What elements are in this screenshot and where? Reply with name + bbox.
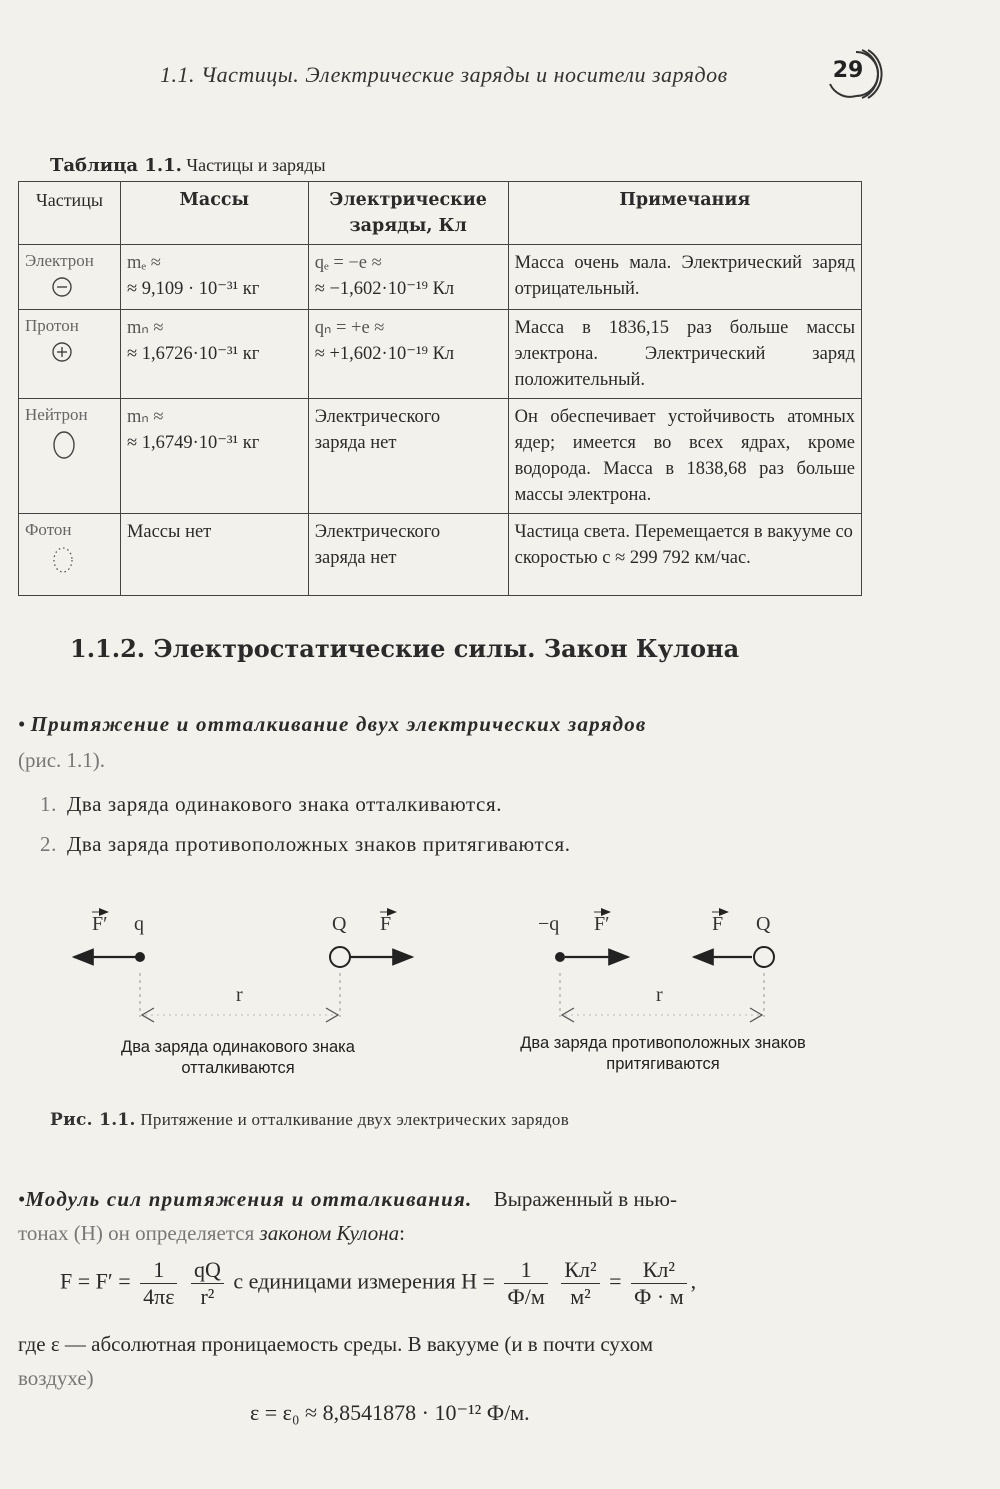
formula-lhs: F = F′ = — [60, 1268, 131, 1294]
page-number: 29 — [832, 58, 864, 83]
particle-name: Фотон — [25, 520, 72, 539]
mass-value: ≈ 9,109 · 10⁻³¹ кг — [126, 279, 260, 299]
list-item — [40, 832, 571, 857]
table-caption — [50, 155, 326, 176]
charge-line: qₑ = −e ≈ — [314, 253, 382, 273]
charge-Q-circle-right — [754, 947, 774, 967]
bullet-title: Притяжение и отталкивание двух электрических зарядов — [30, 712, 647, 736]
force-label-attract-left: F′ — [594, 913, 610, 935]
table-header-row — [19, 182, 862, 245]
charge-q-dot — [135, 952, 145, 962]
units-text: с единицами измерения Н = — [233, 1268, 495, 1294]
list-item — [40, 792, 502, 817]
bullet-force-modulus — [18, 1187, 868, 1212]
header-particles: Частицы — [19, 182, 121, 245]
page-number-badge — [826, 44, 886, 104]
frac-num: 1 — [140, 1257, 177, 1284]
cell-note: Частица света. Перемещается в вакууме со скоростью c ≈ 299 792 км/час. — [508, 514, 861, 596]
cell-particle — [19, 310, 121, 399]
mass-line: mₙ ≈ — [126, 407, 164, 427]
force-label-right: F — [380, 913, 392, 935]
cell-particle — [19, 514, 121, 596]
charge-Q-circle — [330, 947, 350, 967]
charge-line: qₙ = +e ≈ — [314, 318, 385, 338]
fraction-coefficient — [140, 1257, 177, 1310]
frac-den: Ф/м — [507, 1284, 545, 1309]
cell-note: Масса очень мала. Электрический заряд отрицательный. — [508, 245, 861, 310]
bullet-text-line2: тонах (Н) он определяется законом Кулона: — [18, 1221, 405, 1245]
header-charges: Электрические заряды, Кл — [308, 182, 508, 245]
mass-line: mₑ ≈ — [126, 253, 161, 273]
list-number: 2. — [40, 832, 57, 856]
table-row-electron — [19, 245, 862, 310]
charge-value: ≈ −1,602·10⁻¹⁹ Кл — [314, 279, 455, 299]
frac-den: 4πε — [143, 1284, 175, 1309]
cell-charge — [308, 399, 508, 514]
distance-label-right: r — [656, 984, 663, 1006]
cell-mass — [120, 245, 308, 310]
table-row-photon — [19, 514, 862, 596]
frac-den: м² — [570, 1284, 591, 1309]
fraction-unit3 — [631, 1257, 687, 1310]
permittivity-text: где ε — абсолютная проницаемость среды. В вакууме (и в почти сухом — [18, 1332, 654, 1356]
header-masses: Массы — [120, 182, 308, 245]
distance-label-left: r — [236, 984, 243, 1006]
charge-value: заряда нет — [314, 548, 397, 568]
cell-note: Он обеспечивает устойчивость атомных ядер; имеется во всех ядрах, кроме водорода. Масса в 1838,68 раз больше массы электрона. — [508, 399, 861, 514]
bullet-title: Модуль сил притяжения и отталкивания. — [25, 1187, 473, 1211]
photon-symbol-icon — [51, 545, 114, 581]
frac-num: 1 — [504, 1257, 547, 1284]
charge-minus-q-dot — [555, 952, 565, 962]
particle-name: Электрон — [25, 251, 94, 270]
cell-mass — [120, 310, 308, 399]
cell-mass — [120, 399, 308, 514]
list-text: Два заряда одинакового знака отталкиваются. — [66, 792, 503, 816]
charge-label-Q-right: Q — [756, 913, 771, 935]
table-caption-text: Частицы и заряды — [186, 155, 326, 175]
electron-symbol-icon — [51, 276, 114, 304]
section-heading: 1.1.2. Электростатические силы. Закон Кулона — [70, 634, 740, 663]
charge-value: ≈ +1,602·10⁻¹⁹ Кл — [314, 344, 455, 364]
charge-line: Электрического — [314, 407, 441, 427]
bullet-attraction-repulsion — [18, 712, 646, 737]
header-notes: Примечания — [508, 182, 861, 245]
bullet-text: Выраженный в нью- — [493, 1187, 677, 1211]
cell-particle — [19, 399, 121, 514]
figure-reference: (рис. 1.1). — [18, 748, 106, 772]
list-number: 1. — [40, 792, 57, 816]
bullet-text: тонах (Н) он определяется — [18, 1221, 255, 1245]
cell-note: Масса в 1836,15 раз больше массы электрона. Электрический заряд положительный. — [508, 310, 861, 399]
vacuum-permittivity-formula: ε = ε₀ ≈ 8,8541878 · 10⁻¹² Ф/м. — [250, 1400, 530, 1425]
coulomb-formula: F = F′ = $\frac{1}{4\pi\varepsilon}$ $\frac{qQ}{\text{r²}}$ с единицами измерения Н = $\frac{1}{Ф/м}$ $\frac{\text{Кл²}}{\text{м²}}$ = $\frac{\text{Кл²}}{Ф \cdot м}$ , — [60, 1257, 697, 1309]
particle-name: Протон — [25, 316, 79, 335]
figure-caption-label: Рис. 1.1. — [50, 1110, 136, 1130]
table-caption-label: Таблица 1.1. — [50, 155, 182, 176]
cell-charge — [308, 310, 508, 399]
cell-charge — [308, 245, 508, 310]
mass-value: ≈ 1,6749·10⁻³¹ кг — [126, 433, 260, 453]
cell-mass — [120, 514, 308, 596]
list-text: Два заряда противоположных знаков притягиваются. — [66, 832, 571, 856]
figure-charges-diagram — [0, 895, 1000, 1035]
particle-name: Нейтрон — [25, 405, 88, 424]
charge-label-minus-q: −q — [538, 913, 560, 935]
cell-particle — [19, 245, 121, 310]
figure-caption-text: Притяжение и отталкивание двух электрических зарядов — [140, 1110, 570, 1129]
cell-charge — [308, 514, 508, 596]
frac-num: qQ — [191, 1257, 224, 1284]
table-row-neutron — [19, 399, 862, 514]
mass-line: Массы нет — [126, 522, 212, 542]
coulomb-law-term: законом Кулона — [259, 1221, 400, 1245]
force-label-attract-right: F — [712, 913, 724, 935]
charge-label-left: q — [134, 913, 144, 935]
charge-line: Электрического — [314, 522, 441, 542]
neutron-symbol-icon — [51, 430, 114, 466]
frac-den: r² — [200, 1284, 215, 1309]
permittivity-text-line2: воздухе) — [18, 1366, 94, 1390]
table-row-proton — [19, 310, 862, 399]
charge-label-right: Q — [332, 913, 347, 935]
fraction-unit1 — [504, 1257, 547, 1310]
frac-den: Ф · м — [634, 1284, 684, 1309]
charge-value: заряда нет — [314, 433, 397, 453]
figure-label-attraction: Два заряда противоположных знаков притягиваются — [520, 1034, 806, 1073]
fraction-charges — [191, 1257, 224, 1310]
fraction-unit2 — [561, 1257, 599, 1310]
force-label-left: F′ — [92, 913, 108, 935]
particles-table — [18, 181, 862, 596]
bullet-icon: • — [18, 1187, 26, 1211]
figure-caption — [50, 1110, 569, 1130]
bullet-icon: • — [18, 712, 26, 736]
mass-value: ≈ 1,6726·10⁻³¹ кг — [126, 344, 260, 364]
frac-num: Кл² — [631, 1257, 687, 1284]
frac-num: Кл² — [561, 1257, 599, 1284]
proton-symbol-icon — [51, 341, 114, 369]
mass-line: mₙ ≈ — [126, 318, 164, 338]
running-title: 1.1. Частицы. Электрические заряды и носители зарядов — [160, 62, 728, 87]
figure-label-repulsion: Два заряда одинакового знака отталкиваются — [121, 1038, 355, 1077]
